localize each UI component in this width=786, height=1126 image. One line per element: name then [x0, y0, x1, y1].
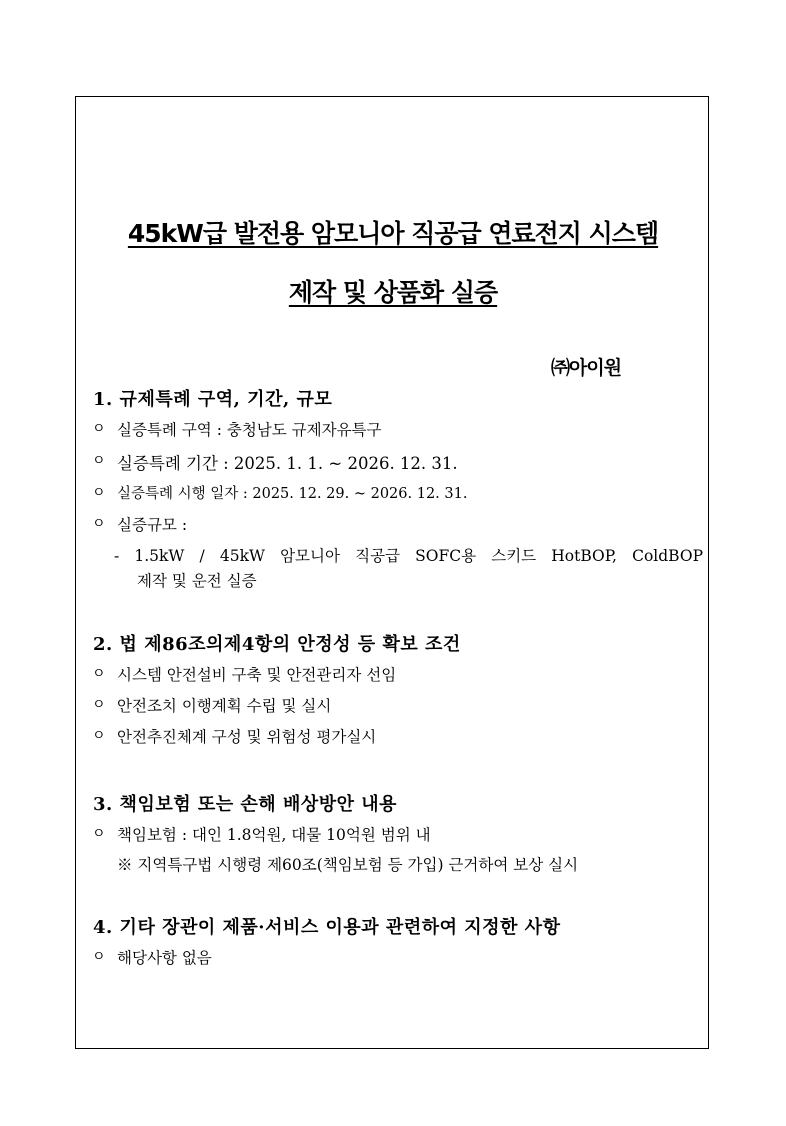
- section-4-heading: 4. 기타 장관이 제품·서비스 이용과 관련하여 지정한 사항: [93, 917, 561, 938]
- section-2-heading: 2. 법 제86조의제4항의 안정성 등 확보 조건: [93, 634, 461, 655]
- bullet-icon: ㅇ: [92, 453, 106, 469]
- section-1-sub-item-line1: - 1.5kW / 45kW 암모니아 직공급 SOFC용 스키드 HotBOP, ColdBOP: [114, 547, 703, 565]
- document-title-line2: 제작 및 상품화 실증: [288, 278, 498, 307]
- bullet-icon: ㅇ: [92, 421, 106, 437]
- bullet-icon: ㅇ: [92, 666, 106, 682]
- section-3-note: ※ 지역특구법 시행령 제60조(책임보험 등 가입) 근거하여 보상 실시: [117, 856, 579, 874]
- bullet-icon: ㅇ: [92, 826, 106, 842]
- bullet-icon: ㅇ: [92, 485, 106, 501]
- section-1-sub-item-line2: 제작 및 운전 실증: [137, 572, 257, 590]
- section-3-heading: 3. 책임보험 또는 손해 배상방안 내용: [93, 794, 398, 815]
- section-1-heading: 1. 규제특례 구역, 기간, 규모: [93, 389, 333, 410]
- bullet-icon: ㅇ: [92, 949, 106, 965]
- bullet-icon: ㅇ: [92, 516, 106, 532]
- bullet-icon: ㅇ: [92, 728, 106, 744]
- bullet-icon: ㅇ: [92, 697, 106, 713]
- organization-name: ㈜아이원: [551, 357, 622, 379]
- document-title-line1: 45kW급 발전용 암모니아 직공급 연료전지 시스템: [127, 219, 659, 248]
